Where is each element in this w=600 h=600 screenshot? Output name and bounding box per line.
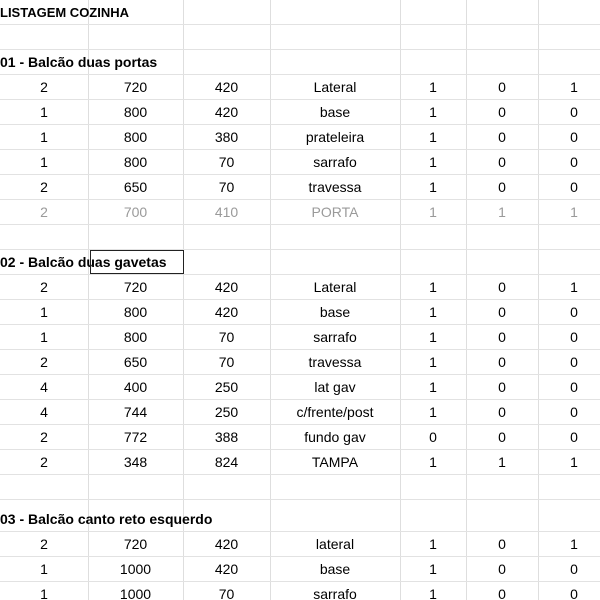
flag-cell: 0	[498, 304, 506, 320]
table-row[interactable]	[0, 425, 600, 450]
quantity-cell: 1	[40, 329, 48, 345]
length-cell: 800	[123, 104, 148, 120]
width-cell: 420	[214, 279, 239, 295]
table-row[interactable]	[0, 400, 600, 425]
length-cell: 800	[123, 304, 148, 320]
flag-cell: 0	[498, 104, 506, 120]
quantity-cell: 2	[40, 204, 48, 220]
flag-cell: 1	[429, 561, 437, 577]
sheet-title: LISTAGEM COZINHA	[0, 5, 130, 20]
flag-cell: 1	[570, 536, 578, 552]
part-name-cell: base	[319, 304, 351, 320]
section-heading: 02 - Balcão duas gavetas	[0, 254, 167, 270]
flag-cell: 0	[570, 154, 578, 170]
empty-row[interactable]	[0, 25, 600, 50]
part-name-cell: sarrafo	[313, 586, 357, 600]
section-heading-row[interactable]	[0, 50, 600, 75]
part-name-cell: prateleira	[305, 129, 365, 145]
flag-cell: 1	[429, 129, 437, 145]
width-cell: 250	[214, 379, 239, 395]
length-cell: 400	[123, 379, 148, 395]
flag-cell: 1	[498, 454, 506, 470]
flag-cell: 0	[570, 561, 578, 577]
flag-cell: 1	[429, 179, 437, 195]
table-row[interactable]	[0, 557, 600, 582]
flag-cell: 0	[498, 404, 506, 420]
flag-cell: 1	[570, 279, 578, 295]
part-name-cell: base	[319, 561, 351, 577]
flag-cell: 1	[429, 586, 437, 600]
part-name-cell: travessa	[308, 179, 362, 195]
flag-cell: 1	[429, 154, 437, 170]
section-heading-row[interactable]	[0, 507, 600, 532]
flag-cell: 0	[498, 354, 506, 370]
flag-cell: 1	[429, 454, 437, 470]
length-cell: 800	[123, 329, 148, 345]
flag-cell: 0	[498, 561, 506, 577]
width-cell: 70	[218, 179, 235, 195]
flag-cell: 0	[498, 329, 506, 345]
flag-cell: 0	[570, 129, 578, 145]
width-cell: 70	[218, 329, 235, 345]
flag-cell: 0	[570, 329, 578, 345]
quantity-cell: 1	[40, 304, 48, 320]
length-cell: 700	[123, 204, 148, 220]
width-cell: 250	[214, 404, 239, 420]
flag-cell: 0	[570, 404, 578, 420]
table-row[interactable]	[0, 75, 600, 100]
table-row[interactable]	[0, 125, 600, 150]
quantity-cell: 1	[40, 129, 48, 145]
flag-cell: 0	[570, 354, 578, 370]
flag-cell: 0	[498, 536, 506, 552]
part-name-cell: sarrafo	[313, 154, 357, 170]
flag-cell: 1	[429, 354, 437, 370]
table-row[interactable]	[0, 275, 600, 300]
flag-cell: 0	[570, 379, 578, 395]
flag-cell: 1	[429, 379, 437, 395]
flag-cell: 0	[498, 379, 506, 395]
quantity-cell: 1	[40, 586, 48, 600]
width-cell: 824	[214, 454, 239, 470]
length-cell: 800	[123, 154, 148, 170]
quantity-cell: 1	[40, 104, 48, 120]
part-name-cell: lateral	[315, 536, 355, 552]
width-cell: 388	[214, 429, 239, 445]
flag-cell: 0	[429, 429, 437, 445]
flag-cell: 1	[570, 79, 578, 95]
width-cell: 420	[214, 536, 239, 552]
active-cell-selection[interactable]	[90, 250, 184, 274]
flag-cell: 1	[429, 304, 437, 320]
flag-cell: 0	[498, 179, 506, 195]
length-cell: 1000	[119, 561, 152, 577]
table-row[interactable]	[0, 150, 600, 175]
part-name-cell: Lateral	[313, 279, 357, 295]
flag-cell: 0	[570, 429, 578, 445]
part-name-cell: c/frente/post	[296, 404, 374, 420]
width-cell: 70	[218, 354, 235, 370]
length-cell: 772	[123, 429, 148, 445]
quantity-cell: 2	[40, 429, 48, 445]
width-cell: 380	[214, 129, 239, 145]
length-cell: 720	[123, 79, 148, 95]
table-row[interactable]	[0, 350, 600, 375]
flag-cell: 0	[570, 179, 578, 195]
width-cell: 420	[214, 79, 239, 95]
width-cell: 420	[214, 104, 239, 120]
flag-cell: 1	[429, 329, 437, 345]
width-cell: 70	[218, 586, 235, 600]
length-cell: 800	[123, 129, 148, 145]
length-cell: 720	[123, 536, 148, 552]
quantity-cell: 2	[40, 454, 48, 470]
width-cell: 70	[218, 154, 235, 170]
quantity-cell: 4	[40, 404, 48, 420]
width-cell: 420	[214, 561, 239, 577]
flag-cell: 0	[498, 429, 506, 445]
empty-row[interactable]	[0, 225, 600, 250]
quantity-cell: 2	[40, 536, 48, 552]
quantity-cell: 2	[40, 79, 48, 95]
table-row[interactable]	[0, 175, 600, 200]
flag-cell: 0	[570, 304, 578, 320]
flag-cell: 1	[429, 536, 437, 552]
table-row[interactable]	[0, 375, 600, 400]
flag-cell: 1	[429, 79, 437, 95]
part-name-cell: Lateral	[313, 79, 357, 95]
section-heading: 03 - Balcão canto reto esquerdo	[0, 511, 213, 527]
quantity-cell: 2	[40, 179, 48, 195]
flag-cell: 1	[429, 279, 437, 295]
table-row[interactable]	[0, 200, 600, 225]
part-name-cell: travessa	[308, 354, 362, 370]
quantity-cell: 2	[40, 354, 48, 370]
title-row[interactable]	[0, 0, 600, 25]
length-cell: 650	[123, 354, 148, 370]
length-cell: 348	[123, 454, 148, 470]
width-cell: 410	[214, 204, 239, 220]
length-cell: 1000	[119, 586, 152, 600]
flag-cell: 0	[498, 586, 506, 600]
part-name-cell: TAMPA	[311, 454, 359, 470]
flag-cell: 1	[570, 204, 578, 220]
part-name-cell: lat gav	[314, 379, 356, 395]
flag-cell: 1	[429, 104, 437, 120]
table-row[interactable]	[0, 325, 600, 350]
quantity-cell: 1	[40, 154, 48, 170]
flag-cell: 0	[498, 79, 506, 95]
part-name-cell: sarrafo	[313, 329, 357, 345]
flag-cell: 1	[429, 404, 437, 420]
flag-cell: 1	[570, 454, 578, 470]
table-row[interactable]	[0, 300, 600, 325]
quantity-cell: 2	[40, 279, 48, 295]
flag-cell: 1	[498, 204, 506, 220]
length-cell: 650	[123, 179, 148, 195]
empty-row[interactable]	[0, 475, 600, 500]
flag-cell: 0	[498, 129, 506, 145]
part-name-cell: base	[319, 104, 351, 120]
quantity-cell: 1	[40, 561, 48, 577]
flag-cell: 0	[498, 154, 506, 170]
width-cell: 420	[214, 304, 239, 320]
flag-cell: 0	[498, 279, 506, 295]
section-heading: 01 - Balcão duas portas	[0, 54, 158, 70]
flag-cell: 0	[570, 586, 578, 600]
length-cell: 744	[123, 404, 148, 420]
part-name-cell: PORTA	[311, 204, 359, 220]
length-cell: 720	[123, 279, 148, 295]
flag-cell: 0	[570, 104, 578, 120]
table-row[interactable]	[0, 450, 600, 475]
table-row[interactable]	[0, 532, 600, 557]
flag-cell: 1	[429, 204, 437, 220]
table-row[interactable]	[0, 582, 600, 600]
part-name-cell: fundo gav	[304, 429, 366, 445]
table-row[interactable]	[0, 100, 600, 125]
quantity-cell: 4	[40, 379, 48, 395]
